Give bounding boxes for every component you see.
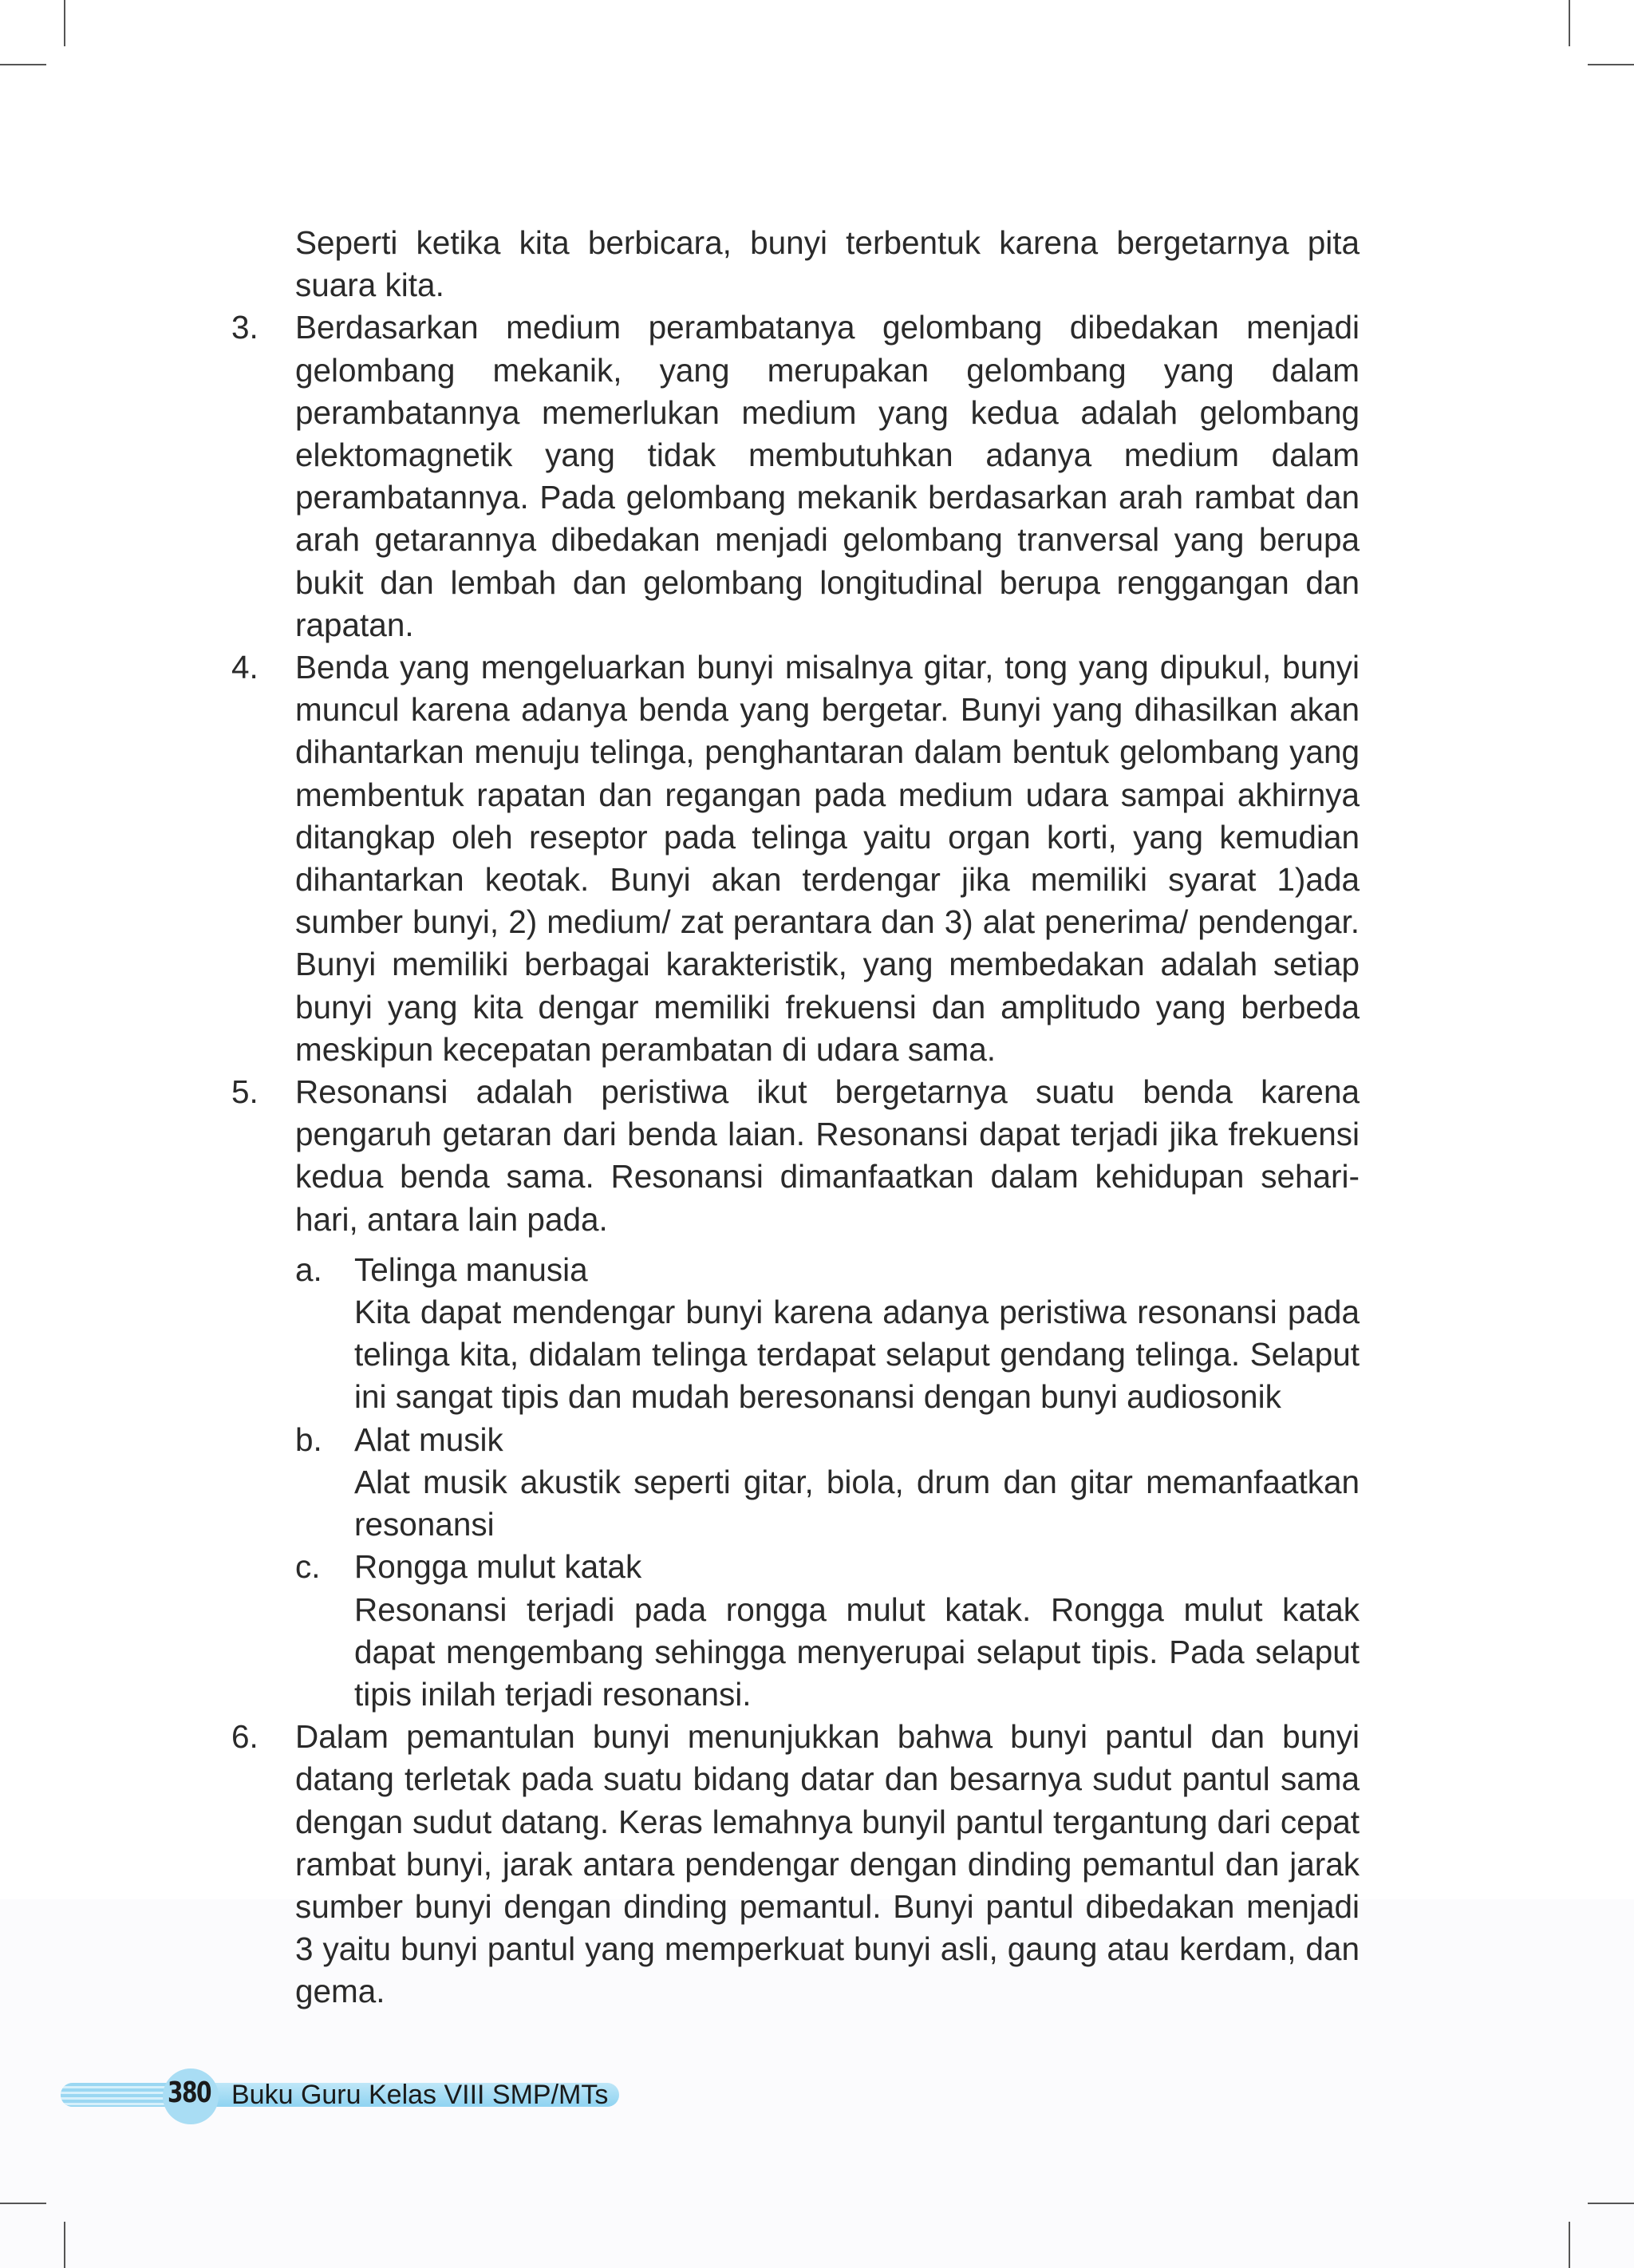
list-item-text: Dalam pemantulan bunyi menunjukkan bahwa bunyi pantul dan bunyi datang terletak pada suatu bidang datar dan besarnya sudut pantul sama dengan sudut datang. Keras lemahnya bunyil pantul tergantung dari cepat rambat bunyi, jarak antara pendengar dengan dinding pemantul dan jarak sumber bunyi dengan dinding pemantul. Bunyi pantul dibedakan menjadi 3 yaitu bunyi pantul yang memperkuat bunyi asli, gaung atau kerdam, dan gema. — [295, 1718, 1360, 2010]
sub-item-b — [231, 1419, 1360, 1547]
list-number: 4. — [231, 649, 259, 686]
list-item-5 — [231, 1071, 1360, 1241]
list-item-3 — [231, 306, 1360, 646]
list-item-text: Resonansi adalah peristiwa ikut bergetarnya suatu benda karena pengaruh getaran dari benda laian. Resonansi dapat terjadi jika frekuensi kedua benda sama. Resonansi dimanfaatkan dalam kehidupan sehari-hari, antara lain pada. — [295, 1073, 1360, 1238]
main-text-block — [231, 222, 1360, 2013]
sub-item-title: Telinga manusia — [354, 1251, 588, 1288]
crop-mark-top-left-vertical — [64, 0, 65, 46]
footer-band-stripes — [61, 2083, 172, 2107]
list-item-6 — [231, 1716, 1360, 2013]
list-number: 3. — [231, 309, 259, 346]
crop-mark-top-left-horizontal — [0, 64, 46, 65]
sub-item-text: Resonansi terjadi pada rongga mulut katak. Rongga mulut katak dapat mengembang sehingga menyerupai selaput tipis. Pada selaput tipis inilah terjadi resonansi. — [354, 1590, 1360, 1713]
sub-item-title: Alat musik — [354, 1420, 503, 1458]
resonance-examples-list — [231, 1249, 1360, 1716]
page-footer — [61, 2072, 619, 2116]
page-number: 380 — [168, 2076, 211, 2109]
crop-mark-top-right-vertical — [1569, 0, 1570, 46]
crop-mark-bottom-right-horizontal — [1588, 2203, 1634, 2204]
sub-item-c — [231, 1546, 1360, 1716]
crop-mark-bottom-right-vertical — [1569, 2222, 1570, 2268]
sub-item-text: Kita dapat mendengar bunyi karena adanya peristiwa resonansi pada telinga kita, didalam telinga terdapat selaput gendang telinga. Selaput ini sangat tipis dan mudah beresonansi dengan bunyi audiosonik — [354, 1294, 1360, 1416]
sub-item-text: Alat musik akustik seperti gitar, biola, drum dan gitar memanfaatkan resonansi — [354, 1463, 1360, 1543]
sub-item-title: Rongga mulut katak — [354, 1548, 642, 1586]
sub-item-a — [231, 1249, 1360, 1419]
list-number: 6. — [231, 1718, 259, 1756]
crop-mark-bottom-left-vertical — [64, 2222, 65, 2268]
list-number: 5. — [231, 1073, 259, 1111]
list-item-text: Berdasarkan medium perambatanya gelombang dibedakan menjadi gelombang mekanik, yang merupakan gelombang yang dalam perambatannya memerlukan medium yang kedua adalah gelombang elektomagnetik yang tidak membutuhkan adanya medium dalam perambatannya. Pada gelombang mekanik berdasarkan arah rambat dan arah getarannya dibedakan menjadi gelombang tranversal yang berupa bukit dan lembah dan gelombang longitudinal berupa renggangan dan rapatan. — [295, 309, 1360, 643]
book-title: Buku Guru Kelas VIII SMP/MTs — [231, 2080, 609, 2110]
sub-item-letter: c. — [295, 1548, 321, 1586]
sub-item-letter: a. — [295, 1251, 322, 1288]
crop-mark-bottom-left-horizontal — [0, 2203, 46, 2204]
intro-paragraph: Seperti ketika kita berbicara, bunyi terbentuk karena bergetarnya pita suara kita. — [295, 224, 1360, 304]
list-item-4 — [231, 646, 1360, 1071]
sub-item-letter: b. — [295, 1420, 322, 1458]
list-item-text: Benda yang mengeluarkan bunyi misalnya gitar, tong yang dipukul, bunyi muncul karena adanya benda yang bergetar. Bunyi yang dihasilkan akan dihantarkan menuju telinga, penghantaran dalam bentuk gelombang yang membentuk rapatan dan regangan pada medium udara sampai akhirnya ditangkap oleh reseptor pada telinga yaitu organ korti, yang kemudian dihantarkan keotak. Bunyi akan terdengar jika memiliki syarat 1)ada sumber bunyi, 2) medium/ zat perantara dan 3) alat penerima/ pendengar. Bunyi memiliki berbagai karakteristik, yang membedakan adalah setiap bunyi yang kita dengar memiliki frekuensi dan amplitudo yang berbeda meskipun kecepatan perambatan di udara sama. — [295, 649, 1360, 1068]
crop-mark-top-right-horizontal — [1588, 64, 1634, 65]
